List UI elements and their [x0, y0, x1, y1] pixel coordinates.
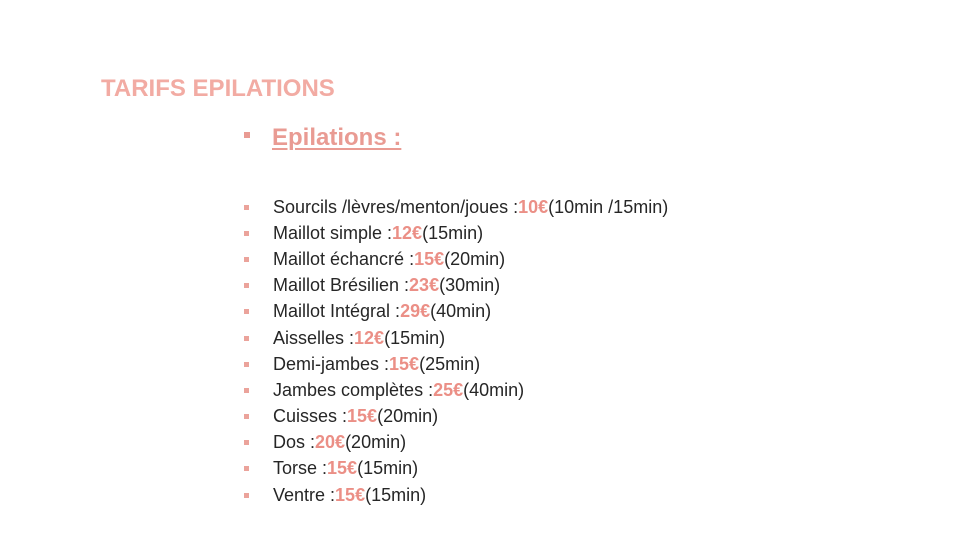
- item-label: Ventre :: [273, 484, 336, 505]
- item-duration: (25min): [419, 353, 481, 374]
- item-price: 23€: [409, 275, 440, 296]
- item-duration: (30min): [439, 275, 501, 296]
- list-item: [244, 404, 668, 430]
- item-label: Maillot Brésilien :: [273, 275, 410, 296]
- page-title: TARIFS EPILATIONS: [101, 75, 335, 102]
- square-bullet-icon: [244, 414, 249, 419]
- section-heading-label: Epilations :: [272, 124, 402, 151]
- list-item: [244, 430, 668, 456]
- list-item: [244, 456, 668, 482]
- square-bullet-icon: [244, 231, 249, 236]
- item-price: 10€: [518, 196, 549, 217]
- item-label: Jambes complètes :: [273, 379, 434, 400]
- square-bullet-icon: [244, 388, 249, 393]
- list-item: [244, 220, 668, 246]
- item-label: Sourcils /lèvres/menton/joues :: [273, 196, 519, 217]
- item-label: Maillot simple :: [273, 222, 393, 243]
- square-bullet-icon: [244, 362, 249, 367]
- item-label: Cuisses :: [273, 406, 348, 427]
- square-bullet-icon: [244, 309, 249, 314]
- list-item: [244, 351, 668, 377]
- item-duration: (40min): [430, 301, 492, 322]
- item-duration: (15min): [365, 484, 427, 505]
- item-price: 15€: [389, 353, 420, 374]
- item-price: 15€: [335, 484, 366, 505]
- square-bullet-icon: [244, 205, 249, 210]
- square-bullet-icon: [244, 257, 249, 262]
- price-list: [244, 194, 668, 508]
- section-heading: [244, 124, 401, 152]
- item-duration: (10min /15min): [548, 196, 669, 217]
- square-bullet-icon: [244, 132, 250, 138]
- item-duration: (40min): [463, 379, 525, 400]
- item-label: Maillot échancré :: [273, 248, 415, 269]
- item-duration: (15min): [384, 327, 446, 348]
- square-bullet-icon: [244, 466, 249, 471]
- item-price: 20€: [315, 432, 346, 453]
- item-label: Aisselles :: [273, 327, 355, 348]
- item-price: 25€: [433, 379, 464, 400]
- item-label: Maillot Intégral :: [273, 301, 401, 322]
- item-price: 12€: [392, 222, 423, 243]
- item-label: Demi-jambes :: [273, 353, 390, 374]
- item-price: 15€: [347, 406, 378, 427]
- item-price: 15€: [414, 248, 445, 269]
- item-price: 15€: [327, 458, 358, 479]
- list-item: [244, 299, 668, 325]
- square-bullet-icon: [244, 493, 249, 498]
- list-item: [244, 273, 668, 299]
- square-bullet-icon: [244, 283, 249, 288]
- item-duration: (20min): [377, 406, 439, 427]
- list-item: [244, 194, 668, 220]
- list-item: [244, 377, 668, 403]
- item-label: Dos :: [273, 432, 316, 453]
- square-bullet-icon: [244, 336, 249, 341]
- item-duration: (15min): [422, 222, 484, 243]
- item-duration: (15min): [357, 458, 419, 479]
- item-price: 12€: [354, 327, 385, 348]
- item-price: 29€: [400, 301, 431, 322]
- list-item: [244, 325, 668, 351]
- list-item: [244, 246, 668, 272]
- square-bullet-icon: [244, 440, 249, 445]
- list-item: [244, 482, 668, 508]
- item-duration: (20min): [345, 432, 407, 453]
- item-duration: (20min): [444, 248, 506, 269]
- item-label: Torse :: [273, 458, 328, 479]
